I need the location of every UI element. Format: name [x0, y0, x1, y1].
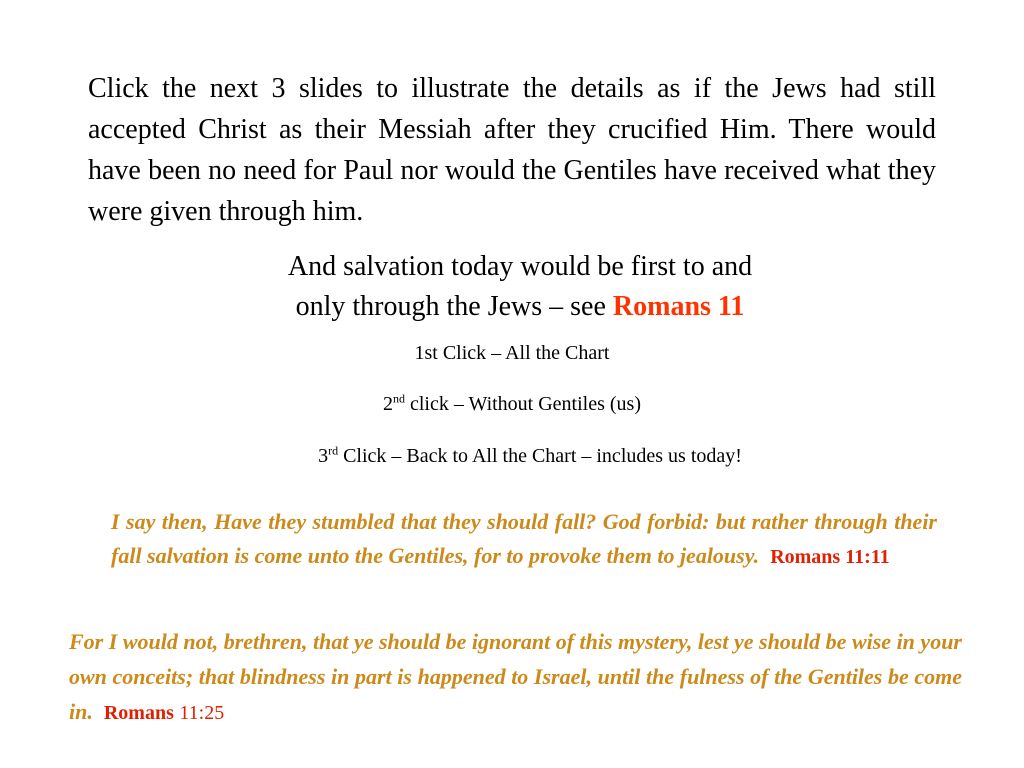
first-click-instruction: 1st Click – All the Chart — [414, 342, 610, 364]
verse-1-text: I say then, Have they stumbled that they should fall? God forbid: but rather through their fall salvation is come unto the Gentiles, for to provoke them to jealousy. — [111, 509, 937, 568]
second-click-number: 2 — [382, 393, 393, 415]
verse-2-reference-book: Romans — [103, 702, 174, 724]
salvation-statement — [200, 247, 840, 327]
second-click-suffix: nd — [392, 391, 405, 406]
verse-2-text: For I would not, brethren, that ye should be ignorant of this mystery, lest ye should be wise in your own conceits; that blindness in part is happened to Israel, until the fulness of the Gentiles be come in. — [69, 629, 962, 724]
verse-romans-11-11 — [111, 505, 937, 574]
verse-2-reference-number: 11:25 — [179, 702, 225, 724]
second-click-instruction — [0, 393, 1024, 416]
salvation-line-1: And salvation today would be first to and — [287, 251, 753, 282]
intro-paragraph: Click the next 3 slides to illustrate the details as if the Jews had still accepted Christ as their Messiah after they crucified Him. There would have been no need for Paul nor would the Gentiles have received what they were given through him. — [88, 73, 936, 227]
romans-11-reference: Romans 11 — [612, 291, 745, 322]
second-click-text: click – Without Gentiles (us) — [404, 393, 641, 415]
verse-1-reference: Romans 11:11 — [770, 546, 890, 568]
verse-romans-11-25 — [69, 624, 962, 731]
third-click-number: 3 — [318, 445, 329, 467]
third-click-suffix: rd — [328, 443, 339, 458]
third-click-text: Click – Back to All the Chart – includes us today! — [338, 445, 742, 467]
third-click-instruction — [18, 445, 1024, 468]
salvation-line-2: only through the Jews – see — [295, 291, 613, 322]
